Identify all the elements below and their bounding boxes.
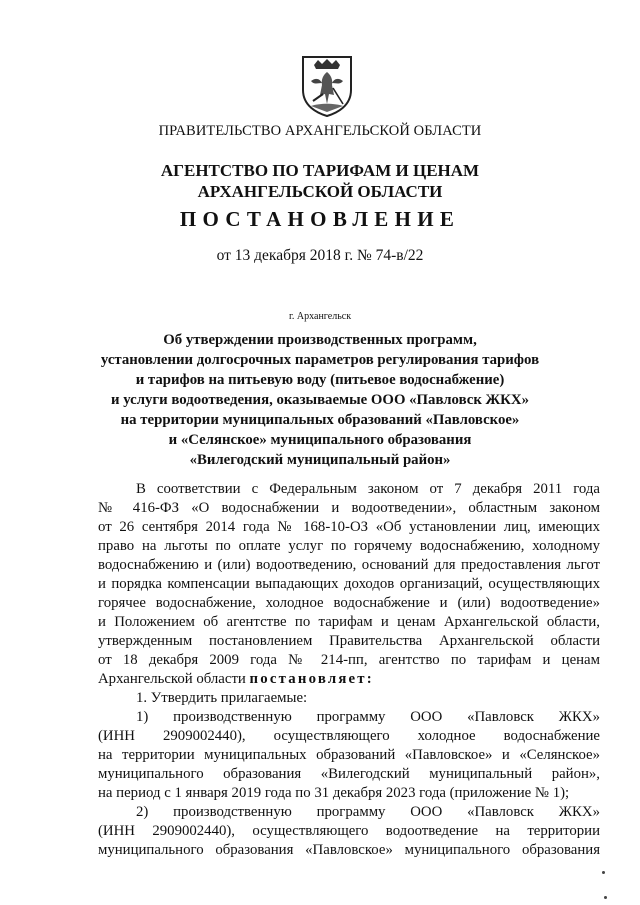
subclause-1-line: на период с 1 января 2019 года по 31 декабря 2023 года (приложение № 1); (98, 785, 570, 801)
subclause-2-line: 2) производственную программу ООО «Павловск ЖКХ» (136, 804, 600, 820)
title-line: и тарифов на питьевую воду (питьевое водоснабжение) (135, 372, 505, 388)
title-line: Об утверждении производственных программ, (163, 332, 477, 348)
body-line: и порядка компенсации выпадающих доходов организаций, осуществляющих (98, 576, 600, 592)
body-line: и Положением об агентстве по тарифам и ценам Архангельской области, (98, 614, 600, 630)
title-line: и услуги водоотведения, оказываемые ООО «Павловск ЖКХ» (111, 392, 529, 408)
body-line: В соответствии с Федеральным законом от 7 декабря 2011 года (136, 481, 600, 497)
document-type: ПОСТАНОВЛЕНИЕ (179, 207, 461, 231)
government-name: ПРАВИТЕЛЬСТВО АРХАНГЕЛЬСКОЙ ОБЛАСТИ (158, 123, 482, 139)
body-line: от 26 сентября 2014 года № 168-10-ОЗ «Об установлении лиц, имеющих (98, 519, 600, 535)
title-line: и «Селянское» муниципального образования (168, 432, 472, 448)
body-line: горячее водоснабжение, холодное водоснабжение и (или) водоотведение» (98, 595, 600, 611)
subclause-1-line: 1) производственную программу ООО «Павловск ЖКХ» (136, 709, 600, 725)
clause-1: 1. Утвердить прилагаемые: (136, 690, 308, 706)
subclause-1-line: (ИНН 2909002440), осуществляющего холодное водоснабжение (98, 728, 600, 744)
body-line-resolves (98, 670, 600, 689)
body-line: утвержденным постановлением Правительства Архангельской области (98, 633, 600, 649)
body-line: № 416-ФЗ «О водоснабжении и водоотведении», областным законом (98, 500, 600, 516)
subclause-1-line: муниципального образования «Вилегодский муниципальный район», (98, 766, 600, 782)
body-line: право на льготы по оплате услуг по горячему водоснабжению, холодному (98, 538, 600, 554)
subclause-2-line: (ИНН 2909002440), осуществляющего водоотведение на территории (98, 823, 600, 839)
body-line: водоснабжению и (или) водоотведению, оснований для предоставления льгот (98, 557, 600, 573)
body-text: Архангельской области (98, 671, 250, 687)
date-and-number: от 13 декабря 2018 г. № 74-в/22 (216, 247, 424, 264)
title-line: установлении долгосрочных параметров регулирования тарифов (100, 352, 540, 368)
subclause-2-line: муниципального образования «Павловское» муниципального образования (98, 842, 600, 858)
coat-of-arms-icon (299, 54, 355, 118)
subclause-1-line: на территории муниципальных образований «Павловское» и «Селянское» (98, 747, 600, 763)
scan-speck (604, 896, 607, 899)
scan-speck (602, 871, 605, 874)
agency-name-line-2: АРХАНГЕЛЬСКОЙ ОБЛАСТИ (197, 182, 443, 201)
resolves-word: постановляет: (249, 671, 374, 687)
title-line: «Вилегодский муниципальный район» (189, 452, 451, 468)
city: г. Архангельск (288, 311, 352, 322)
body-line: от 18 декабря 2009 года № 214-пп, агентство по тарифам и ценам (98, 652, 600, 668)
agency-name-line-1: АГЕНТСТВО ПО ТАРИФАМ И ЦЕНАМ (160, 161, 480, 180)
title-line: на территории муниципальных образований «Павловское» (120, 412, 520, 428)
